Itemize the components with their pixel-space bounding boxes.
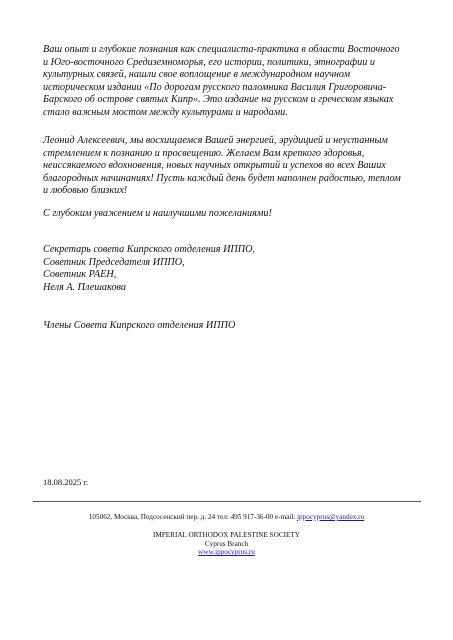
closing-line xyxy=(43,208,423,221)
text-line: Барского об острове святых Кипр». Это издание на русском и греческом языках xyxy=(43,94,394,106)
letter-date: 18.08.2025 г. xyxy=(43,477,89,487)
council-members-text: Члены Совета Кипрского отделения ИППО xyxy=(43,320,236,331)
signature-name: Неля А. Плешакова xyxy=(43,281,126,293)
email-link[interactable]: ippocyprus@yandex.ru xyxy=(297,513,365,521)
paragraph-publication xyxy=(43,44,423,120)
org-name: IMPERIAL ORTHODOX PALESTINE SOCIETY xyxy=(153,531,300,539)
text-line: стало важным мостом между культурами и народами. xyxy=(43,106,288,118)
footer-organization xyxy=(0,531,453,557)
website-link[interactable]: www.ippocyprus.ru xyxy=(198,548,255,557)
text-line: благородных начинаниях! Пусть каждый день будет наполнен радостью, теплом xyxy=(43,172,401,184)
text-line: неиссякаемого вдохновения, новых научных открытий и успехов во всех Ваших xyxy=(43,160,386,172)
text-line: Леонид Алексеевич, мы восхищаемся Вашей энергией, эрудицией и неустанным xyxy=(43,135,388,146)
paragraph-wishes xyxy=(43,135,423,198)
signature-title: Советник РАЕН, xyxy=(43,269,117,281)
signature-title: Секретарь совета Кипрского отделения ИППО, xyxy=(43,244,256,255)
text-line: Ваш опыт и глубокие познания как специалиста-практика в области Восточного xyxy=(43,44,400,55)
text-line: историческом издании «По дорогам русского паломника Василия Григоровича- xyxy=(43,81,387,93)
org-branch: Cyprus Branch xyxy=(204,539,249,548)
footer-address xyxy=(0,513,453,522)
text-line: и Юго-восточного Средиземноморья, его истории, политики, этнографии и xyxy=(43,56,375,68)
text-line: культурных связей, нашли свое воплощение в международном научном xyxy=(43,69,351,81)
text-line: и любовью близких! xyxy=(43,185,128,197)
signature-title: Советник Председателя ИППО, xyxy=(43,256,185,268)
council-members xyxy=(43,320,423,333)
footer-divider xyxy=(33,501,421,502)
footer-address-text: 105062, Москва, Подсосенский пер. д. 24 тел: 495 917-36-00 e-mail: xyxy=(88,513,298,521)
footer-address-line xyxy=(0,513,453,522)
text-line: стремлением к познанию и просвещению. Желаем Вам крепкого здоровья, xyxy=(43,147,365,159)
closing-text: С глубоким уважением и наилучшими пожеланиями! xyxy=(43,208,272,219)
signature-block xyxy=(43,244,423,294)
